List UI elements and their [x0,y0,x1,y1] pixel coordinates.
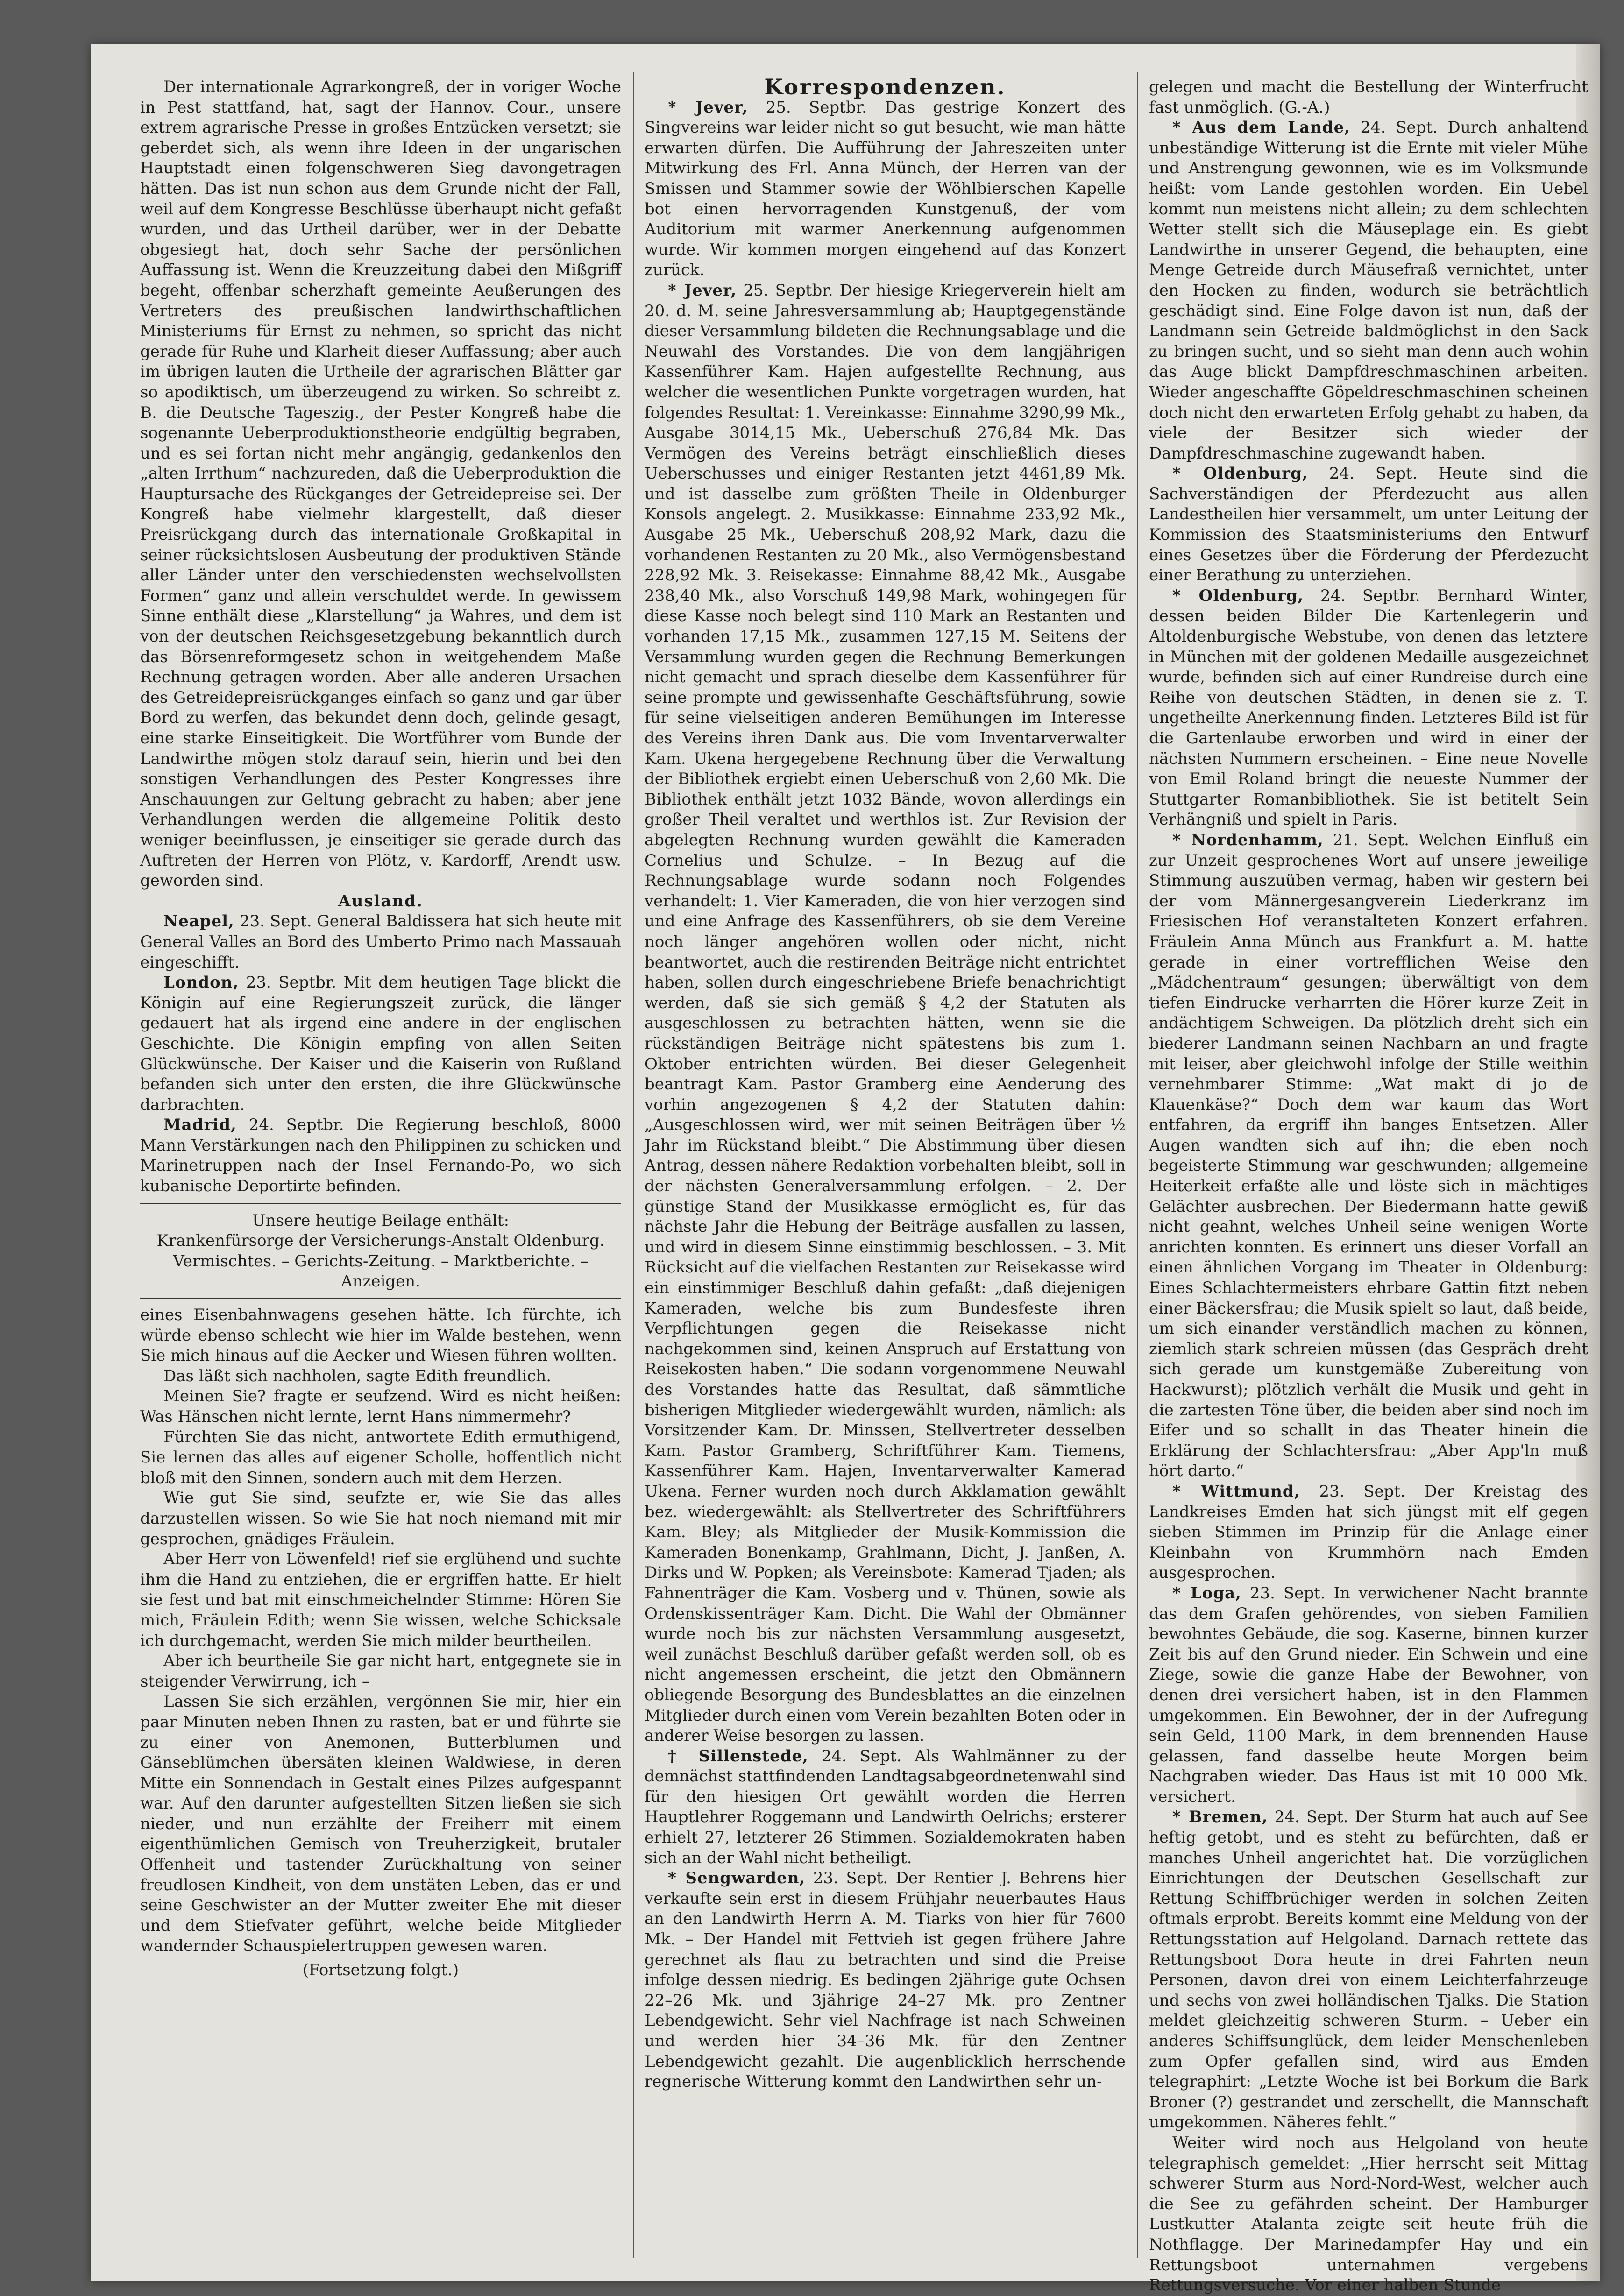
beilage-contents: Krankenfürsorge der Versicherungs-Anstalt Oldenburg. Vermischtes. – Gerichts-Zeitung. – Marktberichte. – Anzeigen. [156,1231,605,1291]
news-oldenburg-2-text: 24. Septbr. Bernhard Winter, dessen beiden Bilder Die Kartenlegerin und Altoldenburgische Webstube, von denen das letztere in München mit der goldenen Medaille ausgezeichnet wurde, befinden sich auf einer Rundreise durch eine Reihe von deutschen Städten, in denen sie z. T. ungetheilte Anerkennung finden. Letzteres Bild ist für die Gartenlaube erworben und wird in einer der nächsten Nummern erscheinen. – Eine neue Novelle von Emil Roland bringt die neueste Nummer der Stuttgarter Romanbibliothek. Sie ist betitelt Sein Verhängniß und spielt in Paris. [1149,586,1589,829]
news-london [140,973,621,1115]
feuilleton-p7: Aber ich beurtheile Sie gar nicht hart, entgegnete sie in steigender Verwirrung, ich – [140,1652,621,1691]
news-oldenburg-1-text: 24. Sept. Heute sind die Sachverständigen der Pferdezucht aus allen Landestheilen hier versammelt, um unter Leitung der Kommission des Staatsministeriums den Entwurf eines Gesetzes über die Förderung der Pferdezucht einer Berathung zu unterziehen. [1149,464,1588,585]
column-rule-1 [633,72,634,2258]
news-jever-1 [645,98,1126,281]
divider [140,1203,621,1204]
dateline-loga: * Loga, [1172,1583,1241,1603]
news-oldenburg-1 [1149,464,1588,586]
dateline-nordenhamm: * Nordenhamm, [1172,830,1324,849]
column-middle [645,74,1126,2092]
feuilleton-p1: eines Eisenbahnwagens gesehen hätte. Ich fürchte, ich würde ebenso schlecht wie hier im Walde bestehen, wenn Sie mich hinaus auf die Aecker und Wiesen führen wollten. [140,1306,621,1365]
continuation-text: gelegen und macht die Bestellung der Winterfrucht fast unmöglich. (G.-A.) [1149,78,1588,117]
news-loga [1149,1583,1588,1808]
section-ausland: Ausland. [338,891,423,911]
agrarkongress-article: Der internationale Agrarkongreß, der in voriger Woche in Pest stattfand, hat, sagt der Hannov. Cour., unsere extrem agrarische Presse in großes Entzücken versetzt; sie geberdet sich, als wenn ihre Ideen in der ungarischen Hauptstadt einen folgenschweren Sieg davongetragen hätten. Das ist nun schon aus dem Grunde nicht der Fall, weil auf dem Kongresse Beschlüsse überhaupt nicht gefaßt wurden, und das Urtheil darüber, wer in der Debatte obgesiegt hat, doch sehr Sache der persönlichen Auffassung ist. Wenn die Kreuzzeitung dabei den Mißgriff begeht, offenbar scherzhaft gemeinte Aeußerungen des Vertreters des preußischen landwirthschaftlichen Ministeriums für Ernst zu nehmen, so spricht das nicht gerade für Ruhe und Klarheit dieser Auffassung; aber auch im übrigen lauten die Urtheile der agrarischen Blätter gar so apodiktisch, um überzeugend zu wirken. So schreibt z. B. die Deutsche Tageszig., der Pester Kongreß habe die sogenannte Ueberproduktionstheorie endgültig begraben, und es sei fortan nicht mehr angängig, gedankenlos den „alten Irrthum“ nachzureden, daß die Ueberproduktion die Hauptursache des Rückganges der Getreidepreise sei. Der Kongreß habe vielmehr klargestellt, daß dieser Preisrückgang durch das internationale Großkapital in seiner rücksichtslosen Ausbeutung der produktiven Stände aller Länder unter den verschiedensten wechselvollsten Formen“ ganz und allein verschuldet werde. In gewissem Sinne enthält diese „Klarstellung“ ja Wahres, und dem ist von der deutschen Reichsgesetzgebung bekanntlich durch das Börsenreformgesetz schon in weitgehendem Maße Rechnung getragen worden. Aber alle anderen Ursachen des Getreidepreisrückganges einfach so ganz und gar über Bord zu werfen, das bekundet denn doch, gelinde gesagt, eine starke Einseitigkeit. Die Wortführer vom Bunde der Landwirthe mögen stolz darauf sein, hierin und bei den sonstigen Verhandlungen des Pester Kongresses ihre Anschauungen zur Geltung gebracht zu haben; aber jene Verhandlungen werden die allgemeine Politik desto weniger beeinflussen, je einseitiger sie gerade durch das Auftreten der Herren von Plötz, v. Kardorff, Arendt usw. geworden sind. [140,78,621,890]
news-sengwarden-text: 23. Sept. Der Rentier J. Behrens hier verkaufte sein erst in diesem Frühjahr neuerbautes Haus an den Landwirth Herrn A. M. Tiarks von hier für 7600 Mk. – Der Handel mit Fettvieh ist gegen frühere Jahre gerechnet als flau zu betrachten und sind die Preise infolge dessen niedrig. Es bedingen 2jährige gute Ochsen 22–26 Mk. und 3jährige 24–27 Mk. pro Zentner Lebendgewicht. Sehr viel Nachfrage ist nach Schweinen und werden hier 34–36 Mk. für den Zentner Lebendgewicht gezahlt. Die augenblicklich herrschende regnerische Witterung kommt den Landwirthen sehr un- [645,1869,1126,2091]
feuilleton-p8: Lassen Sie sich erzählen, vergönnen Sie mir, hier ein paar Minuten neben Ihnen zu rasten, bat er und führte sie zu einer von Anemonen, Butterblumen und Gänseblümchen übersäten kleinen Waldwiese, in deren Mitte ein Sonnendach in Gestalt eines Pilzes aufgespannt war. Auf den darunter aufgestellten Sitzen ließen sie sich nieder, und nun erzählte der Freiherr mit einem eigenthümlichen Gemisch von Treuherzigkeit, brutaler Offenheit und tastender Zurückhaltung von seiner freudlosen Kindheit, von dem unstäten Leben, das er und seine Geschwister an der Mutter zweiter Ehe mit dieser und dem Stiefvater geführt, welche beide Mitglieder wandernder Schauspielertruppen gewesen waren. [140,1692,621,1956]
news-nordenhamm [1149,830,1588,1482]
news-neapel-text: 23. Sept. General Baldissera hat sich heute mit General Valles an Bord des Umberto Primo nach Massauah eingeschifft. [140,912,621,972]
news-sengwarden [645,1868,1126,2092]
column-right [1149,77,1588,2296]
news-helgoland: Weiter wird noch aus Helgoland von heute telegraphisch gemeldet: „Hier herrscht seit Mittag schwerer Sturm aus Nord-Nord-West, welcher auch die See zu gefährden scheint. Der Hamburger Lustkutter Atalanta zeigte seit heute früh die Nothflagge. Der Marinedampfer Hay und ein Rettungsboot unternahmen vergebens Rettungsversuche. Vor einer halben Stunde [1149,2133,1588,2295]
dateline-madrid: Madrid, [163,1116,237,1135]
news-london-text: 23. Septbr. Mit dem heutigen Tage blickt die Königin auf eine Regierungszeit zurück, die länger gedauert hat als irgend eine andere in der englischen Geschichte. Die Königin empfing von allen Seiten Glückwünsche. Der Kaiser und die Kaiserin von Rußland befanden sich unter den ersten, die ihre Glückwünsche darbrachten. [140,973,621,1114]
dateline-london: London, [163,973,239,992]
news-bremen [1149,1807,1588,2133]
news-neapel [140,911,621,973]
news-aus-dem-lande [1149,118,1588,464]
news-wittmund-text: 23. Sept. Der Kreistag des Landkreises Emden hat sich jüngst mit elf gegen sieben Stimmen im Prinzip für die Anlage einer Kleinbahn von Krummhörn nach Emden ausgesprochen. [1149,1482,1588,1582]
dateline-sengwarden: * Sengwarden, [668,1869,806,1888]
feuilleton-p6: Aber Herr von Löwenfeld! rief sie erglühend und suchte ihm die Hand zu entziehen, die er ergriffen hatte. Er hielt sie fest und bat mit einschmeichelnder Stimme: Hören Sie mich, Fräulein Edith; wenn Sie wissen, welche Schicksale ich durchgemacht, werden Sie mich milder beurtheilen. [140,1550,621,1650]
dateline-bremen: * Bremen, [1172,1808,1268,1827]
feuilleton-p5: Wie gut Sie sind, seufzte er, wie Sie das alles darzustellen wissen. So wie Sie hat noch niemand mit mir gesprochen, gnädiges Fräulein. [140,1489,621,1548]
newspaper-page [91,44,1600,2295]
feuilleton-divider [140,1297,621,1299]
dateline-jever-1: * Jever, [668,98,748,117]
news-sillenstede [645,1746,1126,1869]
news-loga-text: 23. Sept. In verwichener Nacht brannte das dem Grafen gehörendes, von sieben Familien bewohntes Gebäude, die sog. Kaserne, binnen kurzer Zeit bis auf den Grund nieder. Ein Schwein und eine Ziege, sowie die ganze Habe der Bewohner, von denen drei versichert haben, ist in den Flammen umgekommen. Ein Bewohner, der in der Aufregung sein Geld, 1100 Mark, in dem brennenden Hause gelassen, fand dasselbe heute Morgen beim Nachgraben wieder. Das Haus ist mit 10 000 Mk. versichert. [1149,1583,1588,1806]
news-nordenhamm-text: 21. Sept. Welchen Einfluß ein zur Unzeit gesprochenes Wort auf unsere jeweilige Stimmung auszuüben vermag, haben wir gestern bei der vom Männergesangverein Liederkranz im Friesischen Hof veranstalteten Konzert erfahren. Fräulein Anna Münch aus Frankfurt a. M. hatte gerade in einer vortrefflichen Weise den „Mädchentraum“ gesungen; überwältigt von dem tiefen Eindrucke verharrten die Hörer kurze Zeit in andächtigem Schweigen. Da plötzlich dreht sich ein biederer Landmann seinen Nachbarn an und fragte mit leiser, aber gleichwohl infolge der Stille weithin vernehmbarer Stimme: „Wat makt di jo de Klauenkäse?“ Doch dem war kaum das Wort entfahren, da ergriff ihn banges Entsetzen. Aller Augen wandten sich auf ihn; die eben noch begeisterte Stimmung war geschwunden; allgemeine Heiterkeit erfaßte alle und löste sich in mächtiges Gelächter ausbrechen. Der Biedermann hatte gewiß nicht geahnt, welches Unheil seine wenigen Worte anrichten konnten. Es erinnert uns dieser Vorfall an einen ähnlichen Vorgang im Theater in Oldenburg: Eines Schlachtermeisters ehrbare Gattin fitzt neben einer Bäckersfrau; die Musik spielt so laut, daß beide, um sich einander verständlich machen zu können, ziemlich stark schreien müssen (das Gespräch dreht sich gerade um kunstgemäße Zubereitung von Hackwurst); plötzlich verhält die Musik und geht in die zartesten Töne über, die beiden aber sind noch im Eifer und so schallt in das Theater hinein die Erklärung der Schlachtersfrau: „Aber App'ln muß hört darto.“ [1149,830,1589,1481]
dateline-neapel: Neapel, [163,912,234,931]
column-rule-2 [1137,72,1138,2258]
dateline-sillenstede: † Sillenstede, [668,1746,808,1766]
news-oldenburg-2 [1149,586,1588,830]
news-bremen-text: 24. Sept. Der Sturm hat auch auf See heftig getobt, und es steht zu befürchten, daß er manches Unheil angerichtet hat. Die vorzüglichen Einrichtungen der Deutschen Gesellschaft zur Rettung Schiffbrüchiger werden in solchen Zeiten oftmals erprobt. Bereits kommt eine Meldung von der Rettungsstation auf Helgoland. Darnach rettete das Rettungsboot Dora heute in drei Fahrten neun Personen, davon drei von einem Leichterfahrzeuge und sechs von zwei holländischen Tjalks. Die Station meldet gleichzeitig schweren Sturm. – Ueber ein anderes Schiffsunglück, dem leider Menschenleben zum Opfer gefallen sind, wird aus Emden telegraphirt: „Letzte Woche ist bei Borkum die Bark Broner (?) gestrandet und zerschellt, die Mannschaft umgekommen. Näheres fehlt.“ [1149,1808,1588,2132]
feuilleton-p3: Meinen Sie? fragte er seufzend. Wird es nicht heißen: Was Hänschen nicht lernte, lernt Hans nimmermehr? [140,1387,621,1426]
dateline-oldenburg-2: * Oldenburg, [1172,586,1304,605]
news-jever-1-text: 25. Septbr. Das gestrige Konzert des Singvereins war leider nicht so gut besucht, wie man hätte erwarten dürfen. Die Aufführung der Jahreszeiten unter Mitwirkung des Frl. Anna Münch, der Herren van der Smissen und Stammer sowie der Wöhlbierschen Kapelle bot einen hervorragenden Kunstgenuß, der vom Auditorium mit warmer Anerkennung aufgenommen wurde. Wir kommen morgen eingehend auf das Konzert zurück. [645,98,1126,280]
column-left [140,77,621,1981]
feuilleton-p4: Fürchten Sie das nicht, antwortete Edith ermuthigend, Sie lernen das alles auf eigener Scholle, hoffentlich nicht bloß mit den Sinnen, sondern auch mit dem Herzen. [140,1427,621,1487]
news-jever-2 [645,281,1126,1746]
news-aus-dem-lande-text: 24. Sept. Durch anhaltend unbeständige Witterung ist die Ernte mit vieler Mühe und Anstrengung gewonnen, wie es im Volksmunde heißt: vom Lande gestohlen worden. Ein Uebel kommt nun meistens nicht allein; zu dem schlechten Wetter stellt sich die Mäuseplage ein. Es giebt Landwirthe in unserer Gegend, die behaupten, eine Menge Getreide durch Mäusefraß vernichtet, unter den Hocken zu finden, wodurch sie beträchtlich geschädigt sind. Eine Folge davon ist nun, daß der Landmann sein Getreide baldmöglichst in den Sack zu bringen sucht, und so sieht man denn auch wohin das Auge blickt Dampfdreschmaschinen arbeiten. Wieder angeschaffte Göpeldreschmaschinen scheinen doch nicht den erwarteten Erfolg gehabt zu haben, da viele der Besitzer sich wieder der Dampfdreschmaschine zugewandt haben. [1149,118,1589,463]
beilage-title: Unsere heutige Beilage enthält: [252,1211,510,1230]
fortsetzung-note: (Fortsetzung folgt.) [302,1961,459,1980]
feuilleton-p2: Das läßt sich nachholen, sagte Edith freundlich. [163,1366,552,1385]
dateline-wittmund: * Wittmund, [1172,1482,1300,1501]
dateline-jever-2: * Jever, [668,281,737,300]
news-sillenstede-text: 24. Sept. Als Wahlmänner zu der demnächst stattfindenden Landtagsabgeordnetenwahl sind für den hiesigen Ort gewählt worden die Herren Hauptlehrer Roggemann und Landwirth Oelrichs; ersterer erhielt 27, letzterer 26 Stimmen. Sozialdemokraten haben sich an der Wahl nicht betheiligt. [645,1746,1126,1867]
news-wittmund [1149,1482,1588,1583]
dateline-aus-dem-lande: * Aus dem Lande, [1172,118,1351,137]
news-jever-2-text: 25. Septbr. Der hiesige Kriegerverein hielt am 20. d. M. seine Jahresversammlung ab; Hauptgegenstände dieser Versammlung bildeten die Rechnungsablage und die Neuwahl des Vorstandes. Die von dem langjährigen Kassenführer Kam. Hajen aufgestellte Rechnung, aus welcher die wesentlichen Punkte vorgetragen wurden, hat folgendes Resultat: 1. Vereinkasse: Einnahme 3290,99 Mk., Ausgabe 3014,15 Mk., Ueberschuß 276,84 Mk. Das Vermögen des Vereins beträgt einschließlich dieses Ueberschusses und einiger Restanten jetzt 4461,89 Mk. und ist dasselbe zum größten Theile in Oldenburger Konsols angelegt. 2. Musikkasse: Einnahme 233,92 Mk., Ausgabe 25 Mk., Ueberschuß 208,92 Mark, dazu die vorhandenen Restanten zu 20 Mk., also Vermögensbestand 228,92 Mk. 3. Reisekasse: Einnahme 88,42 Mk., Ausgabe 238,40 Mk., also Vorschuß 149,98 Mark, wohingegen für diese Kasse noch belegt sind 110 Mark an Restanten und vorhanden 17,15 Mk., zusammen 127,15 M. Seitens der Versammlung wurden gegen die Rechnung Bemerkungen nicht gemacht und sprach dieselbe dem Kassenführer für seine prompte und gewissenhafte Geschäftsführung, sowie für seine vielseitigen anderen Bemühungen im Interesse des Vereins ihren Dank aus. Die vom Inventarverwalter Kam. Ukena hergegebene Rechnung über die Verwaltung der Bibliothek ergiebt einen Ueberschuß von 2,60 Mk. Die Bibliothek enthält jetzt 1032 Bände, wovon allerdings ein großer Theil veraltet und werthlos ist. Zur Revision der abgelegten Rechnung wurden gewählt die Kameraden Cornelius und Schulze. – In Bezug auf die Rechnungsablage wurde sodann noch Folgendes verhandelt: 1. Vier Kameraden, die von hier verzogen sind und eine Anfrage des Kassenführers, ob sie dem Vereine noch länger angehören wollen oder nicht, nicht beantwortet, auch die restirenden Beiträge nicht entrichtet haben, sollen durch eingeschriebene Briefe benachrichtigt werden, daß sie sich gemäß § 4,2 der Statuten als ausgeschlossen zu betrachten hätten, wenn sie die rückständigen Beiträge nicht spätestens bis zum 1. Oktober entrichten würden. Bei dieser Gelegenheit beantragt Kam. Pastor Gramberg eine Aenderung des vorhin angezogenen § 4,2 der Statuten dahin: „Ausgeschlossen wird, wer mit seinen Beiträgen über ½ Jahr im Rückstand bleibt.“ Die Abstimmung über diesen Antrag, dessen nähere Redaktion vorbehalten bleibt, soll in der nächsten Generalversammlung erfolgen. – 2. Der günstige Stand der Musikkasse ermöglicht es, für das nächste Jahr die Hebung der Beiträge ausfallen zu lassen, und wird in diesem Sinne einstimmig beschlossen. – 3. Mit Rücksicht auf die vielfachen Restanten zur Reisekasse wird ein einstimmiger Beschluß dahin gefaßt: „daß diejenigen Kameraden, welche bis zum Bundesfeste ihren Verpflichtungen gegen die Reisekasse nicht nachgekommen sind, keinen Anspruch auf Erstattung von Reisekosten haben.“ Die sodann vorgenommene Neuwahl des Vorstandes hatte das Resultat, daß sämmtliche bisherigen Mitglieder wiedergewählt wurden, nämlich: als Vorsitzender Kam. Dr. Minssen, Stellvertreter desselben Kam. Pastor Gramberg, Schriftführer Kam. Tiemens, Kassenführer Kam. Hajen, Inventarverwalter Kamerad Ukena. Ferner wurden noch durch Akklamation gewählt bez. wiedergewählt: als Stellvertreter des Schriftführers Kam. Bley; als Mitglieder der Musik-Kommission die Kameraden Bonenkamp, Grahlmann, Dicht, J. Janßen, A. Dirks und W. Popken; als Vereinsbote: Kamerad Tjaden; als Fahnenträger die Kam. Vosberg und v. Thünen, sowie als Ordenskissenträger Kam. Dicht. Die Wahl der Obmänner wurde noch bis zur nächsten Versammlung ausgesetzt, weil zunächst Beschluß darüber gefaßt werden soll, ob es nicht angemessen erscheint, die jetzt den Obmännern obliegende Besorgung des Bundesblattes an die einzelnen Mitglieder durch einen vom Verein bezahlten Boten oder in anderer Weise besorgen zu lassen. [645,281,1126,1745]
heading-korrespondenzen: Korrespondenzen. [764,74,1006,99]
dateline-oldenburg-1: * Oldenburg, [1172,464,1308,483]
news-madrid-text: 24. Septbr. Die Regierung beschloß, 8000 Mann Verstärkungen nach den Philippinen zu schicken und Marinetruppen nach der Insel Fernando-Po, wo sich kubanische Deportirte befinden. [140,1116,621,1196]
news-madrid [140,1115,621,1196]
